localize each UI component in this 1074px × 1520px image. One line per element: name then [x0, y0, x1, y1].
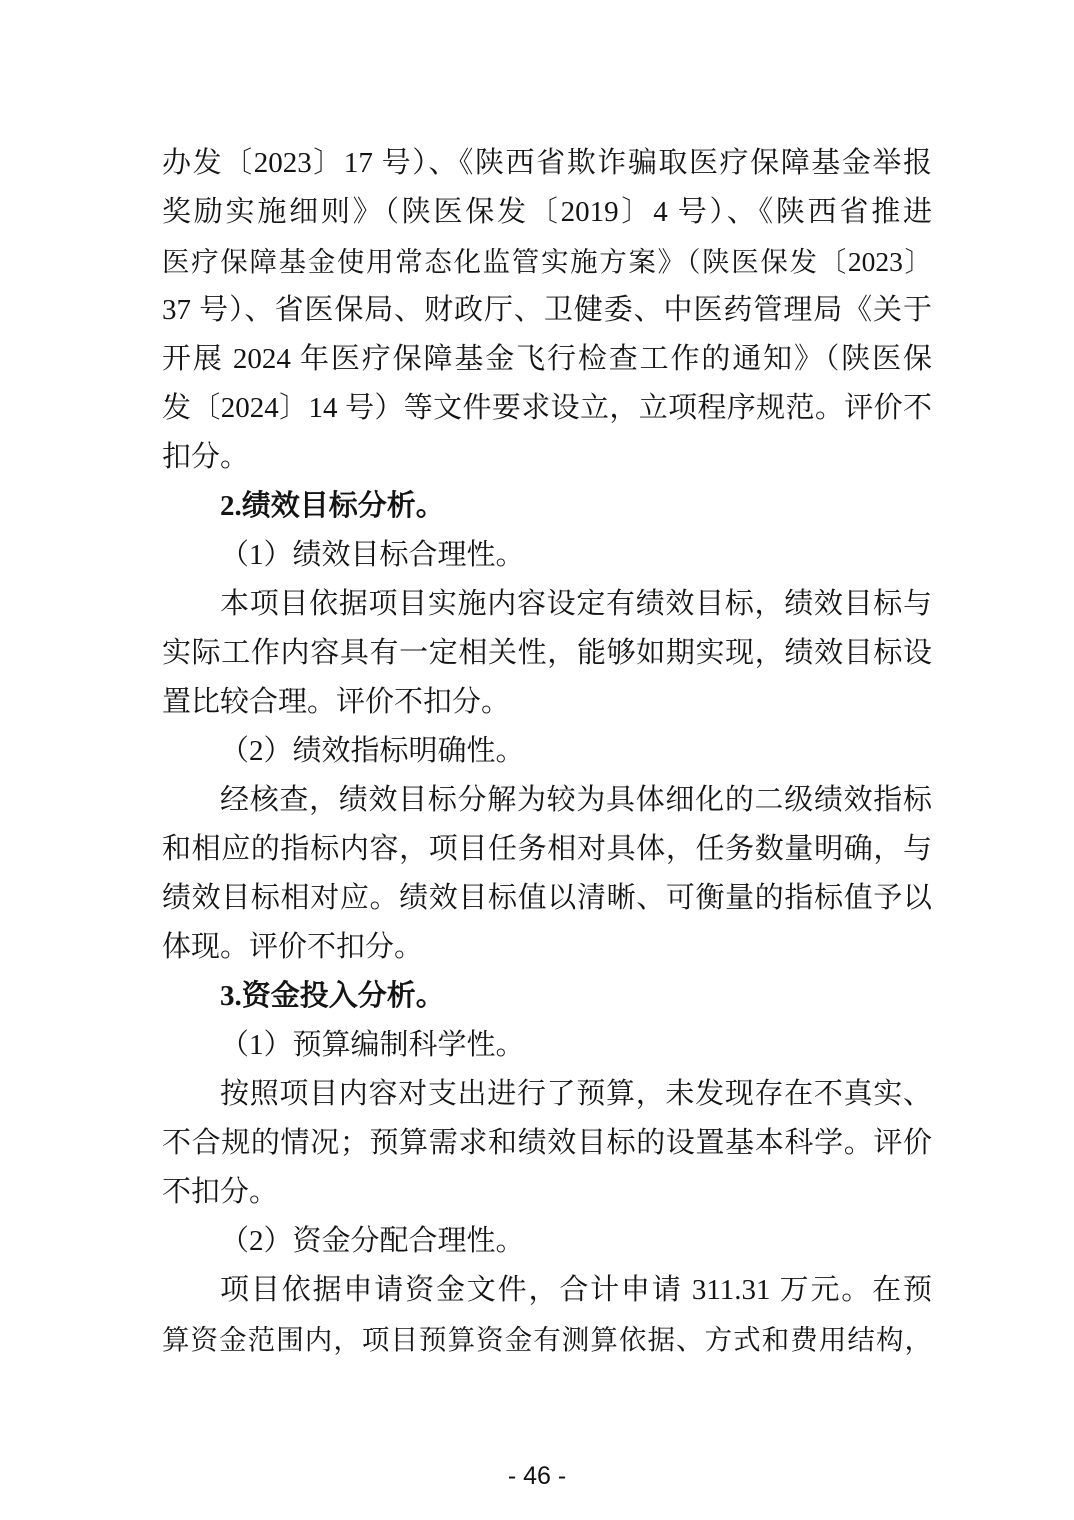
doc-line: 不合规的情况；预算需求和绩效目标的设置基本科学。评价	[162, 1127, 932, 1159]
doc-line: 算资金范围内，项目预算资金有测算依据、方式和费用结构，	[162, 1324, 932, 1355]
doc-line: 不扣分。	[162, 1176, 279, 1208]
doc-line: 和相应的指标内容，项目任务相对具体，任务数量明确，与	[162, 833, 932, 865]
doc-line: 本项目依据项目实施内容设定有绩效目标，绩效目标与	[220, 588, 932, 620]
doc-line: 37 号）、省医保局、财政厅、卫健委、中医药管理局《关于	[162, 294, 932, 326]
doc-line: 按照项目内容对支出进行了预算，未发现存在不真实、	[220, 1078, 932, 1110]
document-body	[162, 139, 932, 1364]
doc-line: 开展 2024 年医疗保障基金飞行检查工作的通知》（陕医保	[162, 343, 932, 375]
doc-line: 扣分。	[162, 441, 250, 473]
page-number: - 46 -	[507, 1462, 567, 1490]
doc-line: 实际工作内容具有一定相关性，能够如期实现，绩效目标设	[162, 637, 932, 669]
doc-line: 置比较合理。评价不扣分。	[162, 686, 511, 718]
subsection-heading: （2）绩效指标明确性。	[220, 735, 525, 767]
doc-line: 办发〔2023〕17 号）、《陕西省欺诈骗取医疗保障基金举报	[162, 147, 932, 179]
doc-line: 体现。评价不扣分。	[162, 931, 424, 963]
page-footer	[0, 1462, 1074, 1491]
doc-line: 绩效目标相对应。绩效目标值以清晰、可衡量的指标值予以	[162, 882, 932, 914]
doc-line: 项目依据申请资金文件，合计申请 311.31 万元。在预	[220, 1274, 932, 1306]
doc-line: 发〔2024〕14 号）等文件要求设立，立项程序规范。评价不	[162, 392, 932, 424]
doc-line: 奖励实施细则》（陕医保发〔2019〕4 号）、《陕西省推进	[162, 196, 932, 228]
subsection-heading: （1）绩效目标合理性。	[220, 539, 525, 571]
subsection-heading: （2）资金分配合理性。	[220, 1225, 525, 1257]
subsection-heading: （1）预算编制科学性。	[220, 1029, 525, 1061]
section-heading: 3.资金投入分析。	[220, 980, 445, 1012]
section-heading: 2.绩效目标分析。	[220, 490, 445, 522]
doc-line: 医疗保障基金使用常态化监管实施方案》（陕医保发〔2023〕	[162, 246, 932, 277]
doc-line: 经核查，绩效目标分解为较为具体细化的二级绩效指标	[220, 784, 932, 816]
